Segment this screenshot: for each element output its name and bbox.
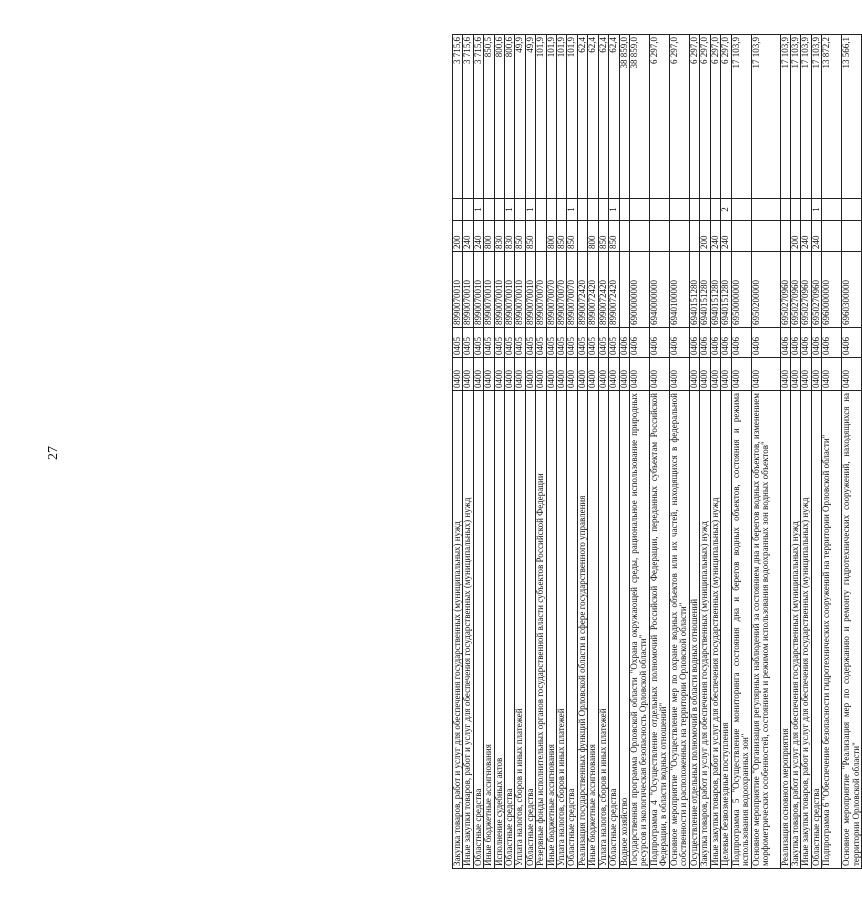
- target-article-cell: 8990070010: [515, 252, 525, 328]
- expense-type-cell: 240: [801, 221, 811, 252]
- row-name-cell: Иные закупки товаров, работ и услуг для обеспечения государственных (муниципальных) нужд: [801, 391, 811, 869]
- subsection-code-cell: 0405: [598, 328, 608, 358]
- funding-source-cell: 1: [525, 199, 535, 221]
- section-code-cell: 0400: [731, 358, 751, 391]
- table-row: [801, 35, 811, 869]
- page-number: 27: [46, 446, 61, 460]
- funding-source-cell: [484, 199, 494, 221]
- funding-source-cell: 1: [609, 199, 619, 221]
- table-row: [536, 35, 546, 869]
- amount-cell: 17 103,9: [790, 35, 800, 199]
- subsection-code-cell: 0405: [567, 328, 577, 358]
- row-name-cell: Резервные фонды исполнительных органов государственной власти субъектов Российской Федерации: [536, 391, 546, 869]
- section-code-cell: 0400: [525, 358, 535, 391]
- budget-table-rotated: [452, 35, 861, 869]
- row-name-cell: Областные средства: [525, 391, 535, 869]
- expense-type-cell: 830: [494, 221, 504, 252]
- expense-type-cell: 240: [811, 221, 821, 252]
- expense-type-cell: 800: [546, 221, 556, 252]
- expense-type-cell: 850: [557, 221, 567, 252]
- table-row: [557, 35, 567, 869]
- target-article-cell: 8990070070: [546, 252, 556, 328]
- subsection-code-cell: 0405: [473, 328, 483, 358]
- section-code-cell: 0400: [689, 358, 699, 391]
- target-article-cell: 6950270960: [801, 252, 811, 328]
- section-code-cell: 0400: [609, 358, 619, 391]
- amount-cell: 17 103,9: [811, 35, 821, 199]
- amount-cell: 17 103,9: [731, 35, 751, 199]
- expense-type-cell: [669, 221, 689, 252]
- subsection-code-cell: 0406: [669, 328, 689, 358]
- section-code-cell: 0400: [473, 358, 483, 391]
- funding-source-cell: [546, 199, 556, 221]
- target-article-cell: 6940100000: [669, 252, 689, 328]
- row-name-cell: Областные средства: [609, 391, 619, 869]
- section-code-cell: 0400: [619, 358, 629, 391]
- expense-type-cell: 240: [463, 221, 473, 252]
- funding-source-cell: 1: [567, 199, 577, 221]
- table-row: [751, 35, 780, 869]
- amount-cell: 101,9: [546, 35, 556, 199]
- subsection-code-cell: 0406: [710, 328, 720, 358]
- target-article-cell: 6940151280: [689, 252, 699, 328]
- subsection-code-cell: 0405: [577, 328, 587, 358]
- subsection-code-cell: 0406: [629, 328, 649, 358]
- funding-source-cell: 1: [505, 199, 515, 221]
- expense-type-cell: 240: [473, 221, 483, 252]
- table-row: [463, 35, 473, 869]
- funding-source-cell: [649, 199, 669, 221]
- section-code-cell: 0400: [700, 358, 710, 391]
- amount-cell: 800,6: [505, 35, 515, 199]
- amount-cell: 6 297,0: [689, 35, 699, 199]
- amount-cell: 6 297,0: [710, 35, 720, 199]
- section-code-cell: 0400: [751, 358, 780, 391]
- funding-source-cell: [557, 199, 567, 221]
- expense-type-cell: [577, 221, 587, 252]
- expense-type-cell: [842, 221, 862, 252]
- funding-source-cell: [790, 199, 800, 221]
- table-row: [546, 35, 556, 869]
- target-article-cell: 8990070070: [536, 252, 546, 328]
- subsection-code-cell: 0405: [546, 328, 556, 358]
- target-article-cell: 6960000000: [822, 252, 842, 328]
- expense-type-cell: [629, 221, 649, 252]
- subsection-code-cell: 0405: [609, 328, 619, 358]
- subsection-code-cell: 0406: [790, 328, 800, 358]
- amount-cell: 62,4: [609, 35, 619, 199]
- subsection-code-cell: 0406: [822, 328, 842, 358]
- expense-type-cell: 200: [700, 221, 710, 252]
- table-row: [525, 35, 535, 869]
- section-code-cell: 0400: [822, 358, 842, 391]
- row-name-cell: Иные бюджетные ассигнования: [546, 391, 556, 869]
- amount-cell: 17 103,9: [751, 35, 780, 199]
- section-code-cell: 0400: [536, 358, 546, 391]
- funding-source-cell: [629, 199, 649, 221]
- row-name-cell: Закупка товаров, работ и услуг для обеспечения государственных (муниципальных) нужд: [453, 391, 463, 869]
- section-code-cell: 0400: [494, 358, 504, 391]
- target-article-cell: 6960300000: [842, 252, 862, 328]
- target-article-cell: 6950270960: [811, 252, 821, 328]
- section-code-cell: 0400: [557, 358, 567, 391]
- table-row: [649, 35, 669, 869]
- table-row: [710, 35, 720, 869]
- table-row: [790, 35, 800, 869]
- row-name-cell: Подпрограмма 6 "Обеспечение безопасности гидротехнических сооружений на территории Орловской области": [822, 391, 842, 869]
- expense-type-cell: 200: [790, 221, 800, 252]
- expense-type-cell: [536, 221, 546, 252]
- target-article-cell: 8990070070: [567, 252, 577, 328]
- section-code-cell: 0400: [453, 358, 463, 391]
- subsection-code-cell: 0405: [494, 328, 504, 358]
- subsection-code-cell: 0406: [619, 328, 629, 358]
- table-row: [484, 35, 494, 869]
- row-name-cell: Уплата налогов, сборов и иных платежей: [557, 391, 567, 869]
- funding-source-cell: [577, 199, 587, 221]
- table-row: [453, 35, 463, 869]
- subsection-code-cell: 0405: [588, 328, 598, 358]
- amount-cell: 6 297,0: [721, 35, 731, 199]
- subsection-code-cell: 0405: [505, 328, 515, 358]
- expense-type-cell: 850: [609, 221, 619, 252]
- table-row: [577, 35, 587, 869]
- target-article-cell: 6940151280: [710, 252, 720, 328]
- section-code-cell: 0400: [577, 358, 587, 391]
- funding-source-cell: [463, 199, 473, 221]
- section-code-cell: 0400: [790, 358, 800, 391]
- amount-cell: 3 715,6: [463, 35, 473, 199]
- target-article-cell: 6950270960: [790, 252, 800, 328]
- target-article-cell: 8990072420: [598, 252, 608, 328]
- target-article-cell: 6940151280: [721, 252, 731, 328]
- row-name-cell: Основное мероприятие "Осуществление мер по охране водных объектов или их частей, находящихся в федеральной собственности и расположенных на территории Орловской области": [669, 391, 689, 869]
- expense-type-cell: [649, 221, 669, 252]
- amount-cell: 38 859,0: [629, 35, 649, 199]
- funding-source-cell: [598, 199, 608, 221]
- expense-type-cell: [731, 221, 751, 252]
- table-row: [505, 35, 515, 869]
- section-code-cell: 0400: [546, 358, 556, 391]
- expense-type-cell: 800: [484, 221, 494, 252]
- funding-source-cell: [731, 199, 751, 221]
- table-row: [473, 35, 483, 869]
- section-code-cell: 0400: [721, 358, 731, 391]
- expense-type-cell: [619, 221, 629, 252]
- table-row: [598, 35, 608, 869]
- funding-source-cell: [669, 199, 689, 221]
- target-article-cell: 8990072420: [577, 252, 587, 328]
- amount-cell: 3 715,6: [473, 35, 483, 199]
- amount-cell: 62,4: [598, 35, 608, 199]
- section-code-cell: 0400: [515, 358, 525, 391]
- table-row: [721, 35, 731, 869]
- row-name-cell: Иные бюджетные ассигнования: [484, 391, 494, 869]
- target-article-cell: [619, 252, 629, 328]
- table-row: [629, 35, 649, 869]
- target-article-cell: 6940151280: [700, 252, 710, 328]
- amount-cell: 13 566,1: [842, 35, 862, 199]
- subsection-code-cell: 0405: [484, 328, 494, 358]
- amount-cell: 49,9: [515, 35, 525, 199]
- subsection-code-cell: 0405: [536, 328, 546, 358]
- row-name-cell: Осуществление отдельных полномочий в области водных отношений: [689, 391, 699, 869]
- target-article-cell: 8990070010: [525, 252, 535, 328]
- row-name-cell: Закупка товаров, работ и услуг для обеспечения государственных (муниципальных) нужд: [700, 391, 710, 869]
- table-row: [619, 35, 629, 869]
- target-article-cell: 8990072420: [588, 252, 598, 328]
- funding-source-cell: [689, 199, 699, 221]
- section-code-cell: 0400: [842, 358, 862, 391]
- amount-cell: 850,5: [484, 35, 494, 199]
- row-name-cell: Подпрограмма 5 "Осуществление мониторинга состояния дна и берегов водных объектов, состояния и режима использования водоохранных зон": [731, 391, 751, 869]
- section-code-cell: 0400: [505, 358, 515, 391]
- row-name-cell: Основное мероприятие "Организация регулярных наблюдений за состоянием дна и берегов водных объектов, изменением морфометрических особенностей, состоянием и режимом использования водоохранных зон водных объектов": [751, 391, 780, 869]
- target-article-cell: 6950270960: [780, 252, 790, 328]
- amount-cell: 62,4: [577, 35, 587, 199]
- expense-type-cell: 800: [588, 221, 598, 252]
- amount-cell: 6 297,0: [649, 35, 669, 199]
- target-article-cell: 6950000000: [731, 252, 751, 328]
- funding-source-cell: 1: [811, 199, 821, 221]
- target-article-cell: 8990070010: [453, 252, 463, 328]
- funding-source-cell: [780, 199, 790, 221]
- funding-source-cell: [801, 199, 811, 221]
- table-row: [822, 35, 842, 869]
- section-code-cell: 0400: [669, 358, 689, 391]
- section-code-cell: 0400: [801, 358, 811, 391]
- row-name-cell: Государственная программа Орловской области "Охрана окружающей среды, рациональное использование природных ресурсов и экологическая безопасность Орловской области": [629, 391, 649, 869]
- amount-cell: 38 859,0: [619, 35, 629, 199]
- subsection-code-cell: 0405: [557, 328, 567, 358]
- budget-table-body: [453, 35, 862, 869]
- funding-source-cell: [751, 199, 780, 221]
- target-article-cell: 6950200000: [751, 252, 780, 328]
- funding-source-cell: [710, 199, 720, 221]
- row-name-cell: Уплата налогов, сборов и иных платежей: [515, 391, 525, 869]
- expense-type-cell: 240: [710, 221, 720, 252]
- table-row: [811, 35, 821, 869]
- amount-cell: 6 297,0: [700, 35, 710, 199]
- funding-source-cell: [619, 199, 629, 221]
- row-name-cell: Иные закупки товаров, работ и услуг для обеспечения государственных (муниципальных) нужд: [710, 391, 720, 869]
- row-name-cell: Областные средства: [473, 391, 483, 869]
- amount-cell: 49,9: [525, 35, 535, 199]
- subsection-code-cell: 0405: [515, 328, 525, 358]
- section-code-cell: 0400: [598, 358, 608, 391]
- row-name-cell: Реализация основного мероприятия: [780, 391, 790, 869]
- target-article-cell: 8990070010: [463, 252, 473, 328]
- amount-cell: 6 297,0: [669, 35, 689, 199]
- funding-source-cell: [700, 199, 710, 221]
- subsection-code-cell: 0406: [731, 328, 751, 358]
- funding-source-cell: [842, 199, 862, 221]
- section-code-cell: 0400: [463, 358, 473, 391]
- funding-source-cell: [536, 199, 546, 221]
- amount-cell: 800,6: [494, 35, 504, 199]
- funding-source-cell: [453, 199, 463, 221]
- expense-type-cell: 850: [525, 221, 535, 252]
- target-article-cell: 8990070010: [505, 252, 515, 328]
- target-article-cell: 6940000000: [649, 252, 669, 328]
- funding-source-cell: [494, 199, 504, 221]
- section-code-cell: 0400: [811, 358, 821, 391]
- target-article-cell: 8990070070: [557, 252, 567, 328]
- expense-type-cell: [689, 221, 699, 252]
- section-code-cell: 0400: [629, 358, 649, 391]
- row-name-cell: Водное хозяйство: [619, 391, 629, 869]
- subsection-code-cell: 0406: [811, 328, 821, 358]
- amount-cell: 101,9: [567, 35, 577, 199]
- subsection-code-cell: 0406: [700, 328, 710, 358]
- amount-cell: 13 872,2: [822, 35, 842, 199]
- expense-type-cell: [751, 221, 780, 252]
- amount-cell: 62,4: [588, 35, 598, 199]
- subsection-code-cell: 0406: [649, 328, 669, 358]
- target-article-cell: 8990070010: [494, 252, 504, 328]
- row-name-cell: Иные закупки товаров, работ и услуг для обеспечения государственных (муниципальных) нужд: [463, 391, 473, 869]
- table-row: [842, 35, 862, 869]
- target-article-cell: 8990072420: [609, 252, 619, 328]
- subsection-code-cell: 0405: [525, 328, 535, 358]
- target-article-cell: 8990070010: [473, 252, 483, 328]
- row-name-cell: Подпрограмма 4 "Осуществление отдельных полномочий Российской Федерации, переданных субъектам Российской Федерации, в области водных отношений": [649, 391, 669, 869]
- table-row: [669, 35, 689, 869]
- table-row: [494, 35, 504, 869]
- section-code-cell: 0400: [567, 358, 577, 391]
- expense-type-cell: 240: [721, 221, 731, 252]
- section-code-cell: 0400: [710, 358, 720, 391]
- subsection-code-cell: 0406: [751, 328, 780, 358]
- row-name-cell: Областные средства: [505, 391, 515, 869]
- row-name-cell: Закупка товаров, работ и услуг для обеспечения государственных (муниципальных) нужд: [790, 391, 800, 869]
- amount-cell: 3 715,6: [453, 35, 463, 199]
- section-code-cell: 0400: [780, 358, 790, 391]
- funding-source-cell: 1: [473, 199, 483, 221]
- table-row: [588, 35, 598, 869]
- row-name-cell: Уплата налогов, сборов и иных платежей: [598, 391, 608, 869]
- section-code-cell: 0400: [588, 358, 598, 391]
- funding-source-cell: [822, 199, 842, 221]
- target-article-cell: 8990070010: [484, 252, 494, 328]
- amount-cell: 101,9: [557, 35, 567, 199]
- amount-cell: 17 103,9: [780, 35, 790, 199]
- row-name-cell: Реализация государственных функций Орловской области в сфере государственного управления: [577, 391, 587, 869]
- row-name-cell: Иные бюджетные ассигнования: [588, 391, 598, 869]
- subsection-code-cell: 0405: [453, 328, 463, 358]
- subsection-code-cell: 0406: [801, 328, 811, 358]
- funding-source-cell: [588, 199, 598, 221]
- row-name-cell: Областные средства: [567, 391, 577, 869]
- row-name-cell: Основное мероприятие "Реализация мер по содержанию и ремонту гидротехнических сооружений, находящихся на территории Орловской области": [842, 391, 862, 869]
- row-name-cell: Исполнение судебных актов: [494, 391, 504, 869]
- row-name-cell: Областные средства: [811, 391, 821, 869]
- funding-source-cell: 2: [721, 199, 731, 221]
- funding-source-cell: [515, 199, 525, 221]
- section-code-cell: 0400: [484, 358, 494, 391]
- expense-type-cell: 830: [505, 221, 515, 252]
- target-article-cell: 6900000000: [629, 252, 649, 328]
- expense-type-cell: 850: [515, 221, 525, 252]
- subsection-code-cell: 0406: [689, 328, 699, 358]
- subsection-code-cell: 0406: [721, 328, 731, 358]
- expense-type-cell: 850: [567, 221, 577, 252]
- amount-cell: 101,9: [536, 35, 546, 199]
- table-row: [609, 35, 619, 869]
- amount-cell: 17 103,9: [801, 35, 811, 199]
- table-row: [515, 35, 525, 869]
- table-row: [700, 35, 710, 869]
- subsection-code-cell: 0406: [842, 328, 862, 358]
- table-row: [567, 35, 577, 869]
- expense-type-cell: [780, 221, 790, 252]
- table-row: [780, 35, 790, 869]
- section-code-cell: 0400: [649, 358, 669, 391]
- expense-type-cell: 850: [598, 221, 608, 252]
- table-row: [689, 35, 699, 869]
- expense-type-cell: 200: [453, 221, 463, 252]
- budget-table: [452, 34, 862, 869]
- subsection-code-cell: 0405: [463, 328, 473, 358]
- table-row: [731, 35, 751, 869]
- row-name-cell: Целевые безвозмездные поступления: [721, 391, 731, 869]
- expense-type-cell: [822, 221, 842, 252]
- subsection-code-cell: 0406: [780, 328, 790, 358]
